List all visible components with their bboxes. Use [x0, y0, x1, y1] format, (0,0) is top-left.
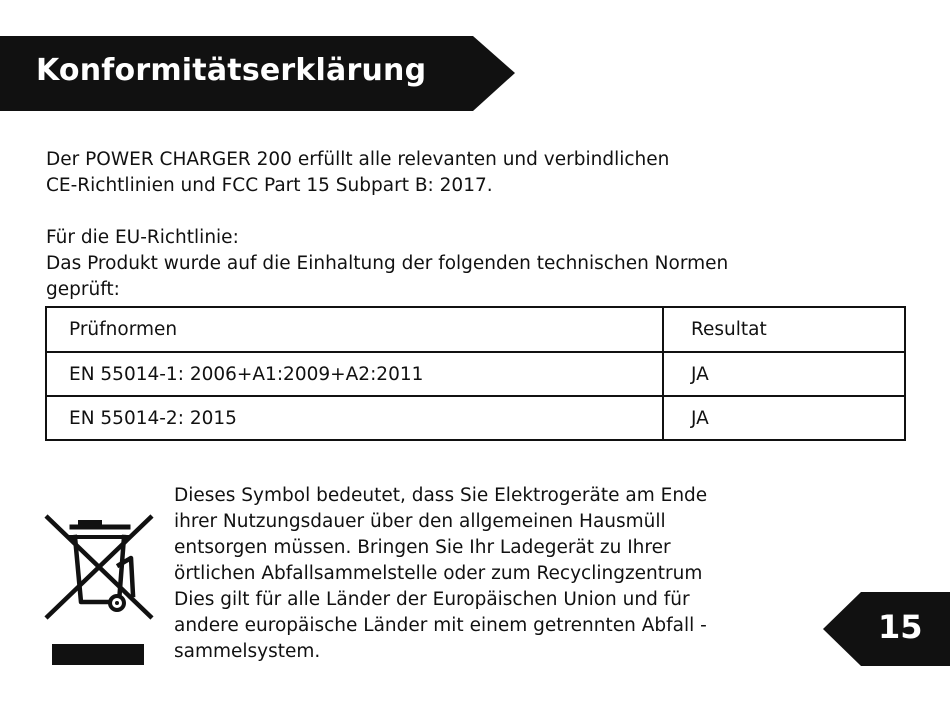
table-row — [46, 352, 905, 396]
result-cell: JA — [663, 352, 905, 396]
crossed-out-wheelie-bin-icon — [40, 510, 156, 670]
disposal-line: ihrer Nutzungsdauer über den allgemeinen Hausmüll — [174, 511, 666, 532]
column-header-standards: Prüfnormen — [46, 307, 663, 352]
standard-cell: EN 55014-1: 2006+A1:2009+A2:2011 — [46, 352, 663, 396]
column-header-result: Resultat — [663, 307, 905, 352]
norms-table — [45, 306, 906, 441]
disposal-line: Dieses Symbol bedeutet, dass Sie Elektrogeräte am Ende — [174, 485, 708, 506]
disposal-line: Dies gilt für alle Länder der Europäischen Union und für — [174, 589, 690, 610]
disposal-line: entsorgen müssen. Bringen Sie Ihr Ladegerät zu Ihrer — [174, 537, 671, 558]
eu-directive-line: Das Produkt wurde auf die Einhaltung der folgenden technischen Normen — [46, 253, 729, 274]
intro-paragraph — [46, 147, 669, 199]
disposal-line: sammelsystem. — [174, 641, 321, 662]
eu-directive-heading: Für die EU-Richtlinie: — [46, 227, 239, 248]
disposal-notice — [174, 483, 707, 665]
result-cell: JA — [663, 396, 905, 440]
page-title: Konformitätserklärung — [36, 53, 427, 88]
intro-line: Der POWER CHARGER 200 erfüllt alle relevanten und verbindlichen — [46, 149, 670, 170]
table-row — [46, 396, 905, 440]
page-number: 15 — [878, 608, 923, 646]
table-header-row — [46, 307, 905, 352]
intro-line: CE-Richtlinien und FCC Part 15 Subpart B: 2017. — [46, 175, 493, 196]
eu-directive-paragraph — [46, 225, 728, 303]
eu-directive-line: geprüft: — [46, 279, 120, 300]
disposal-line: andere europäische Länder mit einem getrennten Abfall - — [174, 615, 707, 636]
disposal-line: örtlichen Abfallsammelstelle oder zum Recyclingzentrum — [174, 563, 703, 584]
standard-cell: EN 55014-2: 2015 — [46, 396, 663, 440]
